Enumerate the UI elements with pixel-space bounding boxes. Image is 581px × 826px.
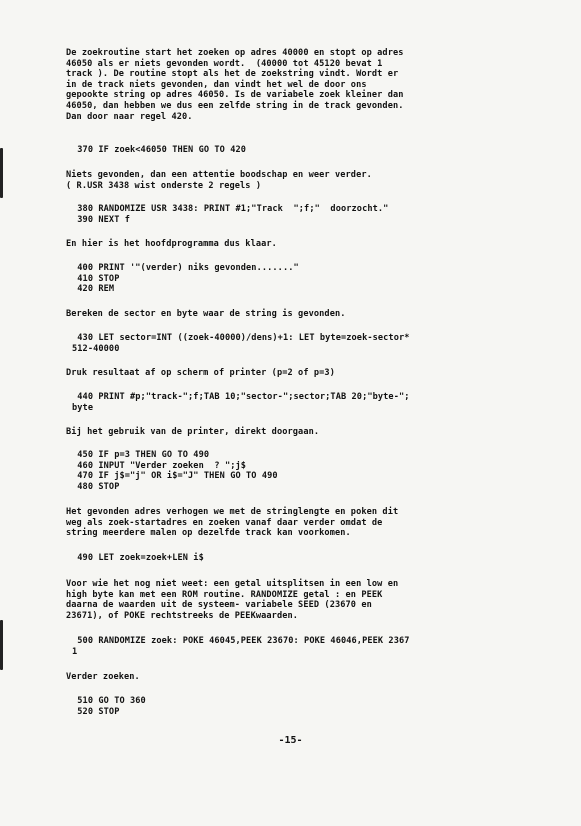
code-lines-400-420: 400 PRINT '"(verder) niks gevonden......." 410 STOP 420 REM [77, 263, 299, 295]
paragraph-compute-sector: Bereken de sector en byte waar de string is gevonden. [66, 309, 346, 319]
paragraph-nothing-found: Niets gevonden, dan een attentie boodschap en weer verder. ( R.USR 3438 wist onderste 2 regels ) [66, 170, 372, 191]
page-number: -15- [278, 735, 303, 746]
paragraph-printer-continue: Bij het gebruik van de printer, direkt doorgaan. [66, 427, 320, 437]
code-line-440: 440 PRINT #p;"track-";f;TAB 10;"sector-";sector;TAB 20;"byte-"; byte [72, 392, 410, 413]
binder-hole-mark-bottom [0, 620, 3, 670]
paragraph-search-routine: De zoekroutine start het zoeken op adres 40000 en stopt op adres 46050 als er niets gevonden wordt. (40000 tot 45120 bevat 1 track ). De routine stopt als het de zoekstring vindt. Wordt er in de track niets gevonden, dan vindt het wel de door ons gepookte string op adres 46050. Is de variabele zoek kleiner dan 46050, dan hebben we dus een zelfde string in de track gevonden. Dan door naar regel 420. [66, 48, 404, 122]
code-line-490: 490 LET zoek=zoek+LEN i$ [72, 553, 204, 563]
code-lines-450-480: 450 IF p=3 THEN GO TO 490 460 INPUT "Verder zoeken ? ";j$ 470 IF j$="j" OR i$="J" THEN GO TO 490 480 STOP [77, 450, 278, 492]
code-lines-510-520: 510 GO TO 360 520 STOP [77, 696, 146, 717]
code-line-500: 500 RANDOMIZE zoek: POKE 46045,PEEK 23670: POKE 46046,PEEK 2367 1 [72, 636, 410, 657]
paragraph-increase-address: Het gevonden adres verhogen we met de stringlengte en poken dit weg als zoek-startadres en zoeken vanaf daar verder omdat de string meerdere malen op dezelfde track kan voorkomen. [66, 507, 399, 539]
paragraph-print-result: Druk resultaat af op scherm of printer (p=2 of p=3) [66, 368, 335, 378]
code-line-430: 430 LET sector=INT ((zoek-40000)/dens)+1: LET byte=zoek-sector* 512-40000 [72, 333, 410, 354]
paragraph-continue-search: Verder zoeken. [66, 672, 140, 682]
code-lines-380-390: 380 RANDOMIZE USR 3438: PRINT #1;"Track ";f;" doorzocht." 390 NEXT f [77, 204, 389, 225]
paragraph-main-program-done: En hier is het hoofdprogramma dus klaar. [66, 239, 277, 249]
code-line-370: 370 IF zoek<46050 THEN GO TO 420 [72, 145, 247, 155]
paragraph-rom-routine: Voor wie het nog niet weet: een getal uitsplitsen in een low en high byte kan met een ROM routine. RANDOMIZE getal : en PEEK daarna de waarden uit de systeem- variabele SEED (23670 en 23671), of POKE rechtstreeks de PEEKwaarden. [66, 579, 399, 621]
binder-hole-mark-top [0, 148, 3, 198]
